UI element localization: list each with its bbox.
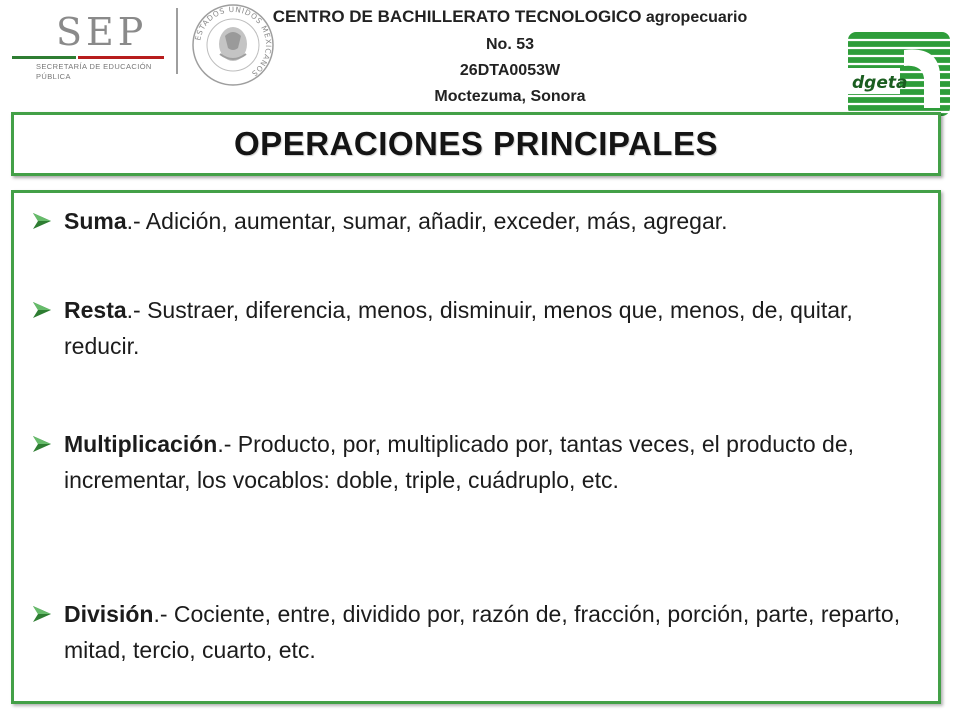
- term-description: .- Producto, por, multiplicado por, tantas veces, el producto de, incrementar, los vocablos: doble, triple, cuádruplo, etc.: [64, 431, 855, 493]
- arrow-bullet-icon: [32, 605, 52, 623]
- dgeta-logo-text: dgeta: [852, 73, 908, 93]
- sep-logo-word: SEP: [56, 10, 148, 54]
- term-label: Resta: [64, 297, 127, 323]
- school-name-main: CENTRO DE BACHILLERATO TECNOLOGICO: [272, 7, 642, 26]
- school-name-suffix: agropecuario No. 53: [485, 9, 748, 53]
- sep-logo-subtitle: SECRETARÍA DE EDUCACIÓN PÚBLICA: [36, 62, 152, 81]
- school-name: [270, 4, 750, 58]
- term-label: Multiplicación: [64, 431, 218, 457]
- mexico-seal-icon: [190, 2, 276, 88]
- sep-logo: [8, 6, 168, 84]
- list-item-division: [26, 596, 926, 668]
- content-box: [11, 190, 941, 704]
- school-location: Moctezuma, Sonora: [434, 88, 586, 105]
- list-item-resta: [26, 292, 926, 364]
- sep-logo-stripes: [12, 56, 164, 60]
- term-description: .- Sustraer, diferencia, menos, disminuir, menos que, menos, de, quitar, reducir.: [64, 297, 853, 359]
- page-title: OPERACIONES PRINCIPALES: [234, 125, 718, 162]
- school-code: 26DTA0053W: [459, 62, 561, 79]
- term-description: .- Cociente, entre, dividido por, razón de, fracción, porción, parte, reparto, mitad, tercio, cuarto, etc.: [64, 601, 901, 663]
- term-label: División: [64, 601, 154, 627]
- list-item-suma: [26, 203, 926, 239]
- header-divider: [176, 8, 178, 74]
- seal-text: ESTADOS UNIDOS MEXICANOS: [193, 4, 274, 79]
- dgeta-logo: [846, 30, 952, 118]
- title-box: [11, 112, 941, 176]
- arrow-bullet-icon: [32, 301, 52, 319]
- list-item-multiplicacion: [26, 426, 926, 498]
- term-description: .- Adición, aumentar, sumar, añadir, exceder, más, agregar.: [126, 208, 728, 234]
- term-label: Suma: [64, 208, 127, 234]
- arrow-bullet-icon: [32, 435, 52, 453]
- arrow-bullet-icon: [32, 212, 52, 230]
- school-header: [270, 4, 750, 110]
